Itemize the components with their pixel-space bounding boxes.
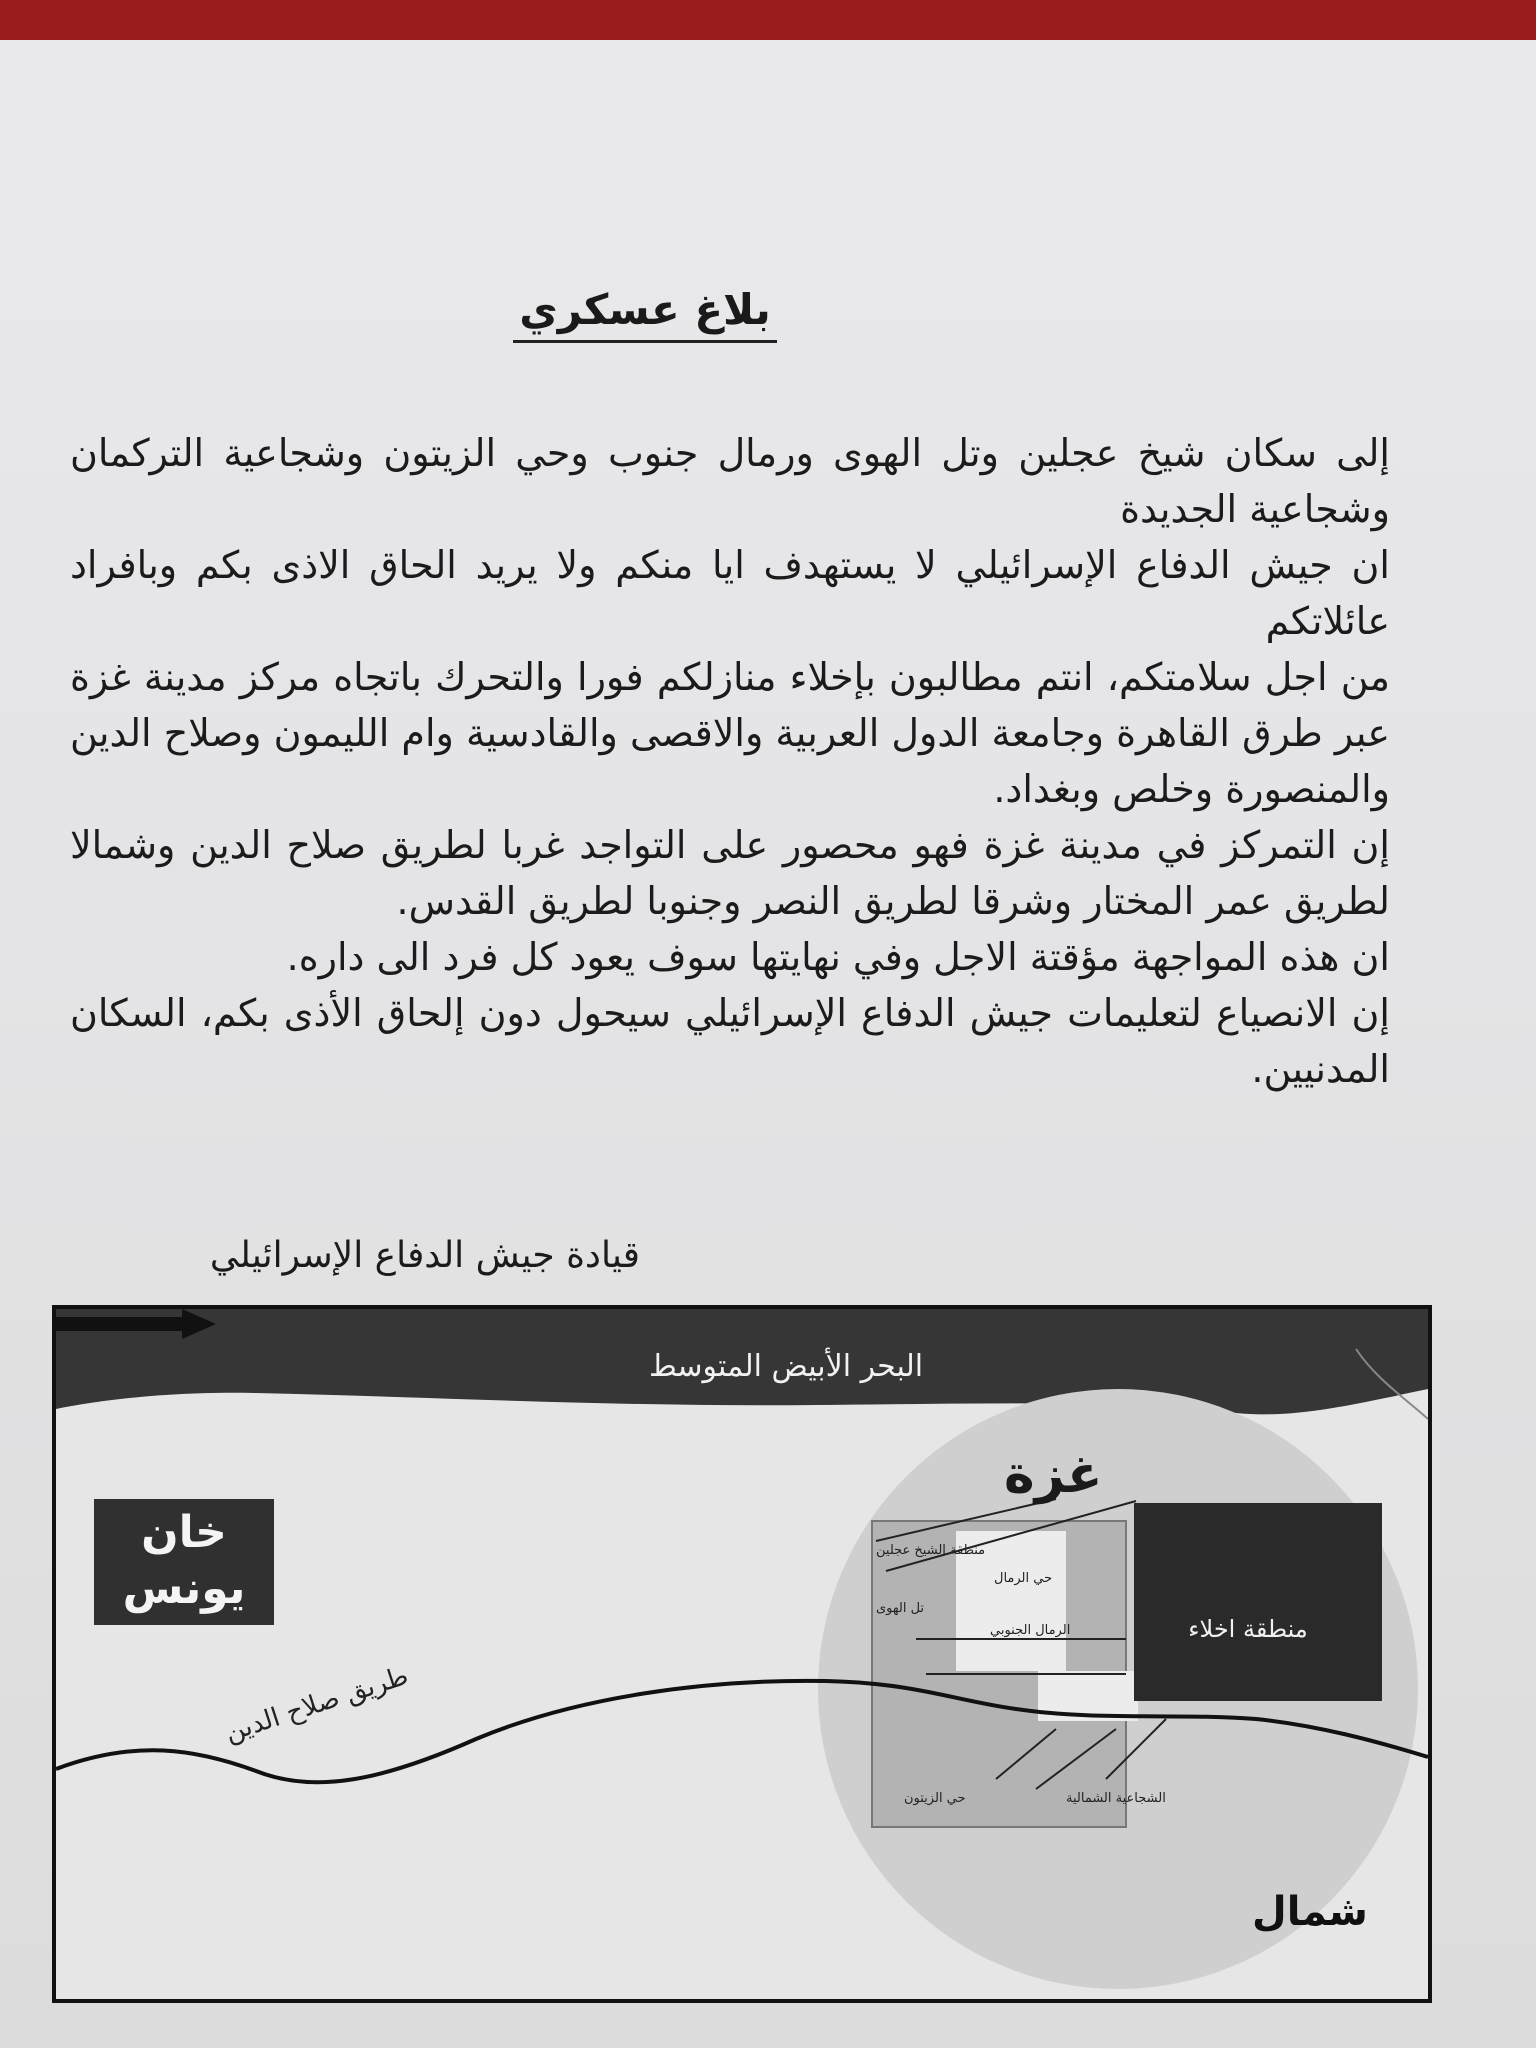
paragraph: ان هذه المواجهة مؤقتة الاجل وفي نهايتها سوف يعود كل فرد الى داره. xyxy=(286,935,1390,979)
paragraph: إن التمركز في مدينة غزة فهو محصور على التواجد غربا لطريق صلاح الدين وشمالا لطريق عمر المختار وشرقا لطريق النصر وجنوبا لطريق القدس. xyxy=(70,823,1390,923)
paragraph: إلى سكان شيخ عجلين وتل الهوى ورمال جنوب وحي الزيتون وشجاعية التركمان وشجاعية الجديدة xyxy=(70,431,1390,531)
neighborhood-label: الرمال الجنوبي xyxy=(990,1623,1071,1638)
north-arrow-icon xyxy=(56,1309,216,1339)
paragraph: من اجل سلامتكم، انتم مطالبون بإخلاء منازلكم فورا والتحرك باتجاه مركز مدينة غزة عبر طرق القاهرة وجامعة الدول العربية والاقصى والقادسية وام الليمون وصلاح الدين والمنصورة وخلص وبغداد. xyxy=(70,655,1390,811)
neighborhood-label: منطقة الشيخ عجلين xyxy=(876,1543,986,1558)
neighborhood-label: حي الزيتون xyxy=(904,1791,966,1806)
khan-younis-label: خان يونس xyxy=(94,1499,274,1625)
north-label: شمال xyxy=(1252,1889,1368,1935)
neighborhood-label: الشجاعية الشمالية xyxy=(1066,1791,1166,1806)
map-graphics xyxy=(56,1309,1428,1999)
neighborhood-label: تل الهوى xyxy=(876,1601,925,1616)
neighborhood-label: حي الرمال xyxy=(994,1571,1053,1586)
paragraph: إن الانصياع لتعليمات جيش الدفاع الإسرائيلي سيحول دون إلحاق الأذى بكم، السكان المدنيين. xyxy=(70,991,1390,1091)
signature: قيادة جيش الدفاع الإسرائيلي xyxy=(209,1235,640,1276)
paragraph: ان جيش الدفاع الإسرائيلي لا يستهدف ايا منكم ولا يريد الحاق الاذى بكم وبافراد عائلاتكم xyxy=(70,543,1390,643)
document-body xyxy=(70,425,1390,1097)
evacuation-zone-label: منطقة اخلاء xyxy=(1188,1615,1308,1643)
sea-label: البحر الأبيض المتوسط xyxy=(648,1349,924,1384)
road-label: طريق صلاح الدين xyxy=(221,1660,412,1749)
evacuation-map xyxy=(52,1305,1432,2003)
leaflet-paper xyxy=(0,40,1536,2048)
document-title: بلاغ عسكري xyxy=(0,285,1290,334)
evacuation-zone xyxy=(1134,1503,1382,1701)
gaza-label: غزة xyxy=(1004,1445,1103,1505)
